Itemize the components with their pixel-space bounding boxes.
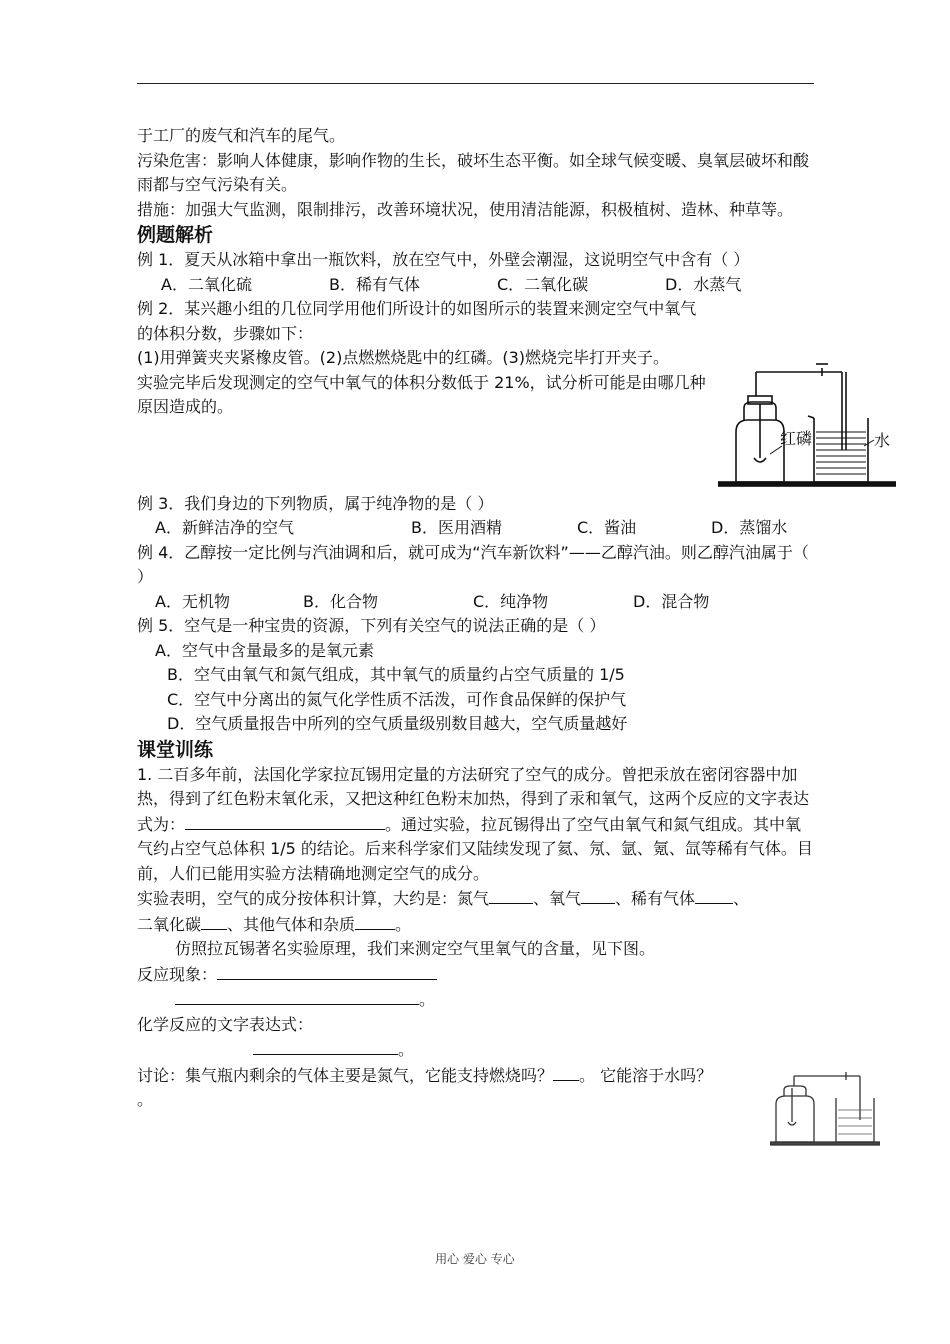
example-5-question: 例 5．空气是一种宝贵的资源，下列有关空气的说法正确的是（ ） xyxy=(137,616,606,635)
pollution-harm: 污染危害：影响人体健康，影响作物的生长，破坏生态平衡。如全球气候变暖、臭氧层破坏和酸雨都与空气污染有关。 xyxy=(137,150,810,194)
example-1-options xyxy=(137,273,817,298)
composition-prefix: 实验表明，空气的成分按体积计算，大约是：氮气 xyxy=(137,889,490,908)
option-a: A．无机物 xyxy=(155,591,230,611)
discussion-question-2: 。 它能溶于水吗？ xyxy=(579,1065,713,1085)
option-d: D．水蒸气 xyxy=(665,274,742,294)
co2-blank[interactable] xyxy=(201,912,227,930)
imitate-experiment: 仿照拉瓦锡著名实验原理，我们来测定空气里氧气的含量，见下图。 xyxy=(175,939,656,958)
option-c: C．二氧化碳 xyxy=(497,274,589,294)
answer-space xyxy=(137,420,817,492)
other-blank[interactable] xyxy=(355,912,395,930)
composition-separator: 、 xyxy=(733,889,750,908)
option-d: D．混合物 xyxy=(633,591,710,611)
example-2-question: 例 2．某兴趣小组的几位同学用他们所设计的如图所示的装置来测定空气中氧气的体积分数，步骤如下： xyxy=(137,299,697,343)
example-2-result: 实验完毕后发现测定的空气中氧气的体积分数低于 21%，试分析可能是由哪几种原因造成的。 xyxy=(137,372,706,416)
example-3-options xyxy=(137,516,817,541)
composition-rare-gas: 、稀有气体 xyxy=(615,889,696,908)
page-footer: 用心 爱心 专心 xyxy=(435,1252,515,1266)
period: 。 xyxy=(419,990,436,1009)
oxygen-blank[interactable] xyxy=(581,886,615,904)
section-title-examples: 例题解析 xyxy=(137,224,214,246)
reaction-phenomenon xyxy=(137,962,817,988)
period: 。 xyxy=(398,1040,415,1059)
composition-co2: 二氧化碳 xyxy=(137,914,202,934)
practice-1-intro: 1. 二百多年前，法国化学家拉瓦锡用定量的方法研究了空气的成分。曾把汞放在密闭容器中加热，得到了红色粉末氧化汞，又把这种红色粉末加热，得到了汞和氧气，这两个反应的文字表达式为： xyxy=(137,764,810,834)
composition-end: 。 xyxy=(395,914,412,934)
phenomenon-label: 反应现象： xyxy=(137,964,218,984)
example-3-question: 例 3．我们身边的下列物质，属于纯净物的是（ ） xyxy=(137,493,494,513)
option-b: B．稀有气体 xyxy=(329,274,420,294)
phenomenon-blank[interactable] xyxy=(217,962,437,980)
option-c: C．酱油 xyxy=(577,518,637,537)
example-4-options xyxy=(137,590,817,615)
apparatus-figure-1 xyxy=(718,358,896,488)
pollution-measures: 措施：加强大气监测，限制排污，改善环境状况，使用清洁能源，积极植树、造林、种草等。 xyxy=(137,199,794,219)
reaction-equation: 化学反应的文字表达式： xyxy=(137,1014,314,1034)
nitrogen-blank[interactable] xyxy=(489,886,533,904)
example-2 xyxy=(137,297,712,420)
discussion-end: 。 xyxy=(137,1090,154,1109)
label-water: 水 xyxy=(874,431,891,450)
phenomenon-blank-2[interactable] xyxy=(175,987,419,1005)
composition-oxygen: 、氧气 xyxy=(533,889,582,908)
practice-1-text xyxy=(137,763,817,887)
example-4-question: 例 4．乙醇按一定比例与汽油调和后，就可成为“汽车新饮料”——乙醇汽油。则乙醇汽油属于（ ） xyxy=(137,542,809,586)
option-a: A．二氧化硫 xyxy=(161,274,252,294)
reaction-equation-cont xyxy=(137,1037,817,1063)
example-5-option-a: A．空气中含量最多的是氧元素 xyxy=(155,640,374,660)
example-5-option-d: D．空气质量报告中所列的空气质量级别数目越大，空气质量越好 xyxy=(167,714,628,733)
intro-line: 于工厂的废气和汽车的尾气。 xyxy=(137,126,346,145)
rare-gas-blank[interactable] xyxy=(695,886,733,904)
option-c: C．纯净物 xyxy=(473,591,549,611)
air-composition xyxy=(137,886,817,937)
option-b: B．医用酒精 xyxy=(411,518,502,537)
option-b: B．化合物 xyxy=(303,591,378,611)
document-body xyxy=(137,124,817,1113)
discussion-question-1: 讨论：集气瓶内剩余的气体主要是氮气，它能支持燃烧吗？ xyxy=(137,1065,554,1085)
apparatus-figure-2 xyxy=(770,1070,880,1146)
option-d: D．蒸馏水 xyxy=(711,518,788,537)
reaction-phenomenon-cont xyxy=(137,987,817,1013)
label-red-phosphorus: 红磷 xyxy=(780,429,813,448)
equation-blank[interactable] xyxy=(253,1037,398,1055)
option-a: A．新鲜洁净的空气 xyxy=(155,518,294,537)
practice-1-conclusion: 。通过实验，拉瓦锡得出了空气由氧气和氮气组成。其中氧气约占空气总体积 1/5 的结论。后来科学家们又陆续发现了氦、氖、氩、氪、氙等稀有气体。目前，人们已能用实验方法精确地测定空气的成分。 xyxy=(137,814,813,883)
example-2-steps: (1)用弹簧夹夹紧橡皮管。(2)点燃燃烧匙中的红磷。(3)燃烧完毕打开夹子。 xyxy=(137,348,669,367)
discussion-blank[interactable] xyxy=(553,1063,579,1081)
header-rule xyxy=(137,83,814,84)
example-5-option-c: C．空气中分离出的氮气化学性质不活泼，可作食品保鲜的保护气 xyxy=(167,689,627,709)
section-title-practice: 课堂训练 xyxy=(137,738,214,761)
composition-other: 、其他气体和杂质 xyxy=(227,914,356,934)
answer-blank[interactable] xyxy=(185,812,385,830)
discussion xyxy=(137,1063,817,1113)
example-5-option-b: B．空气由氧气和氮气组成，其中氧气的质量约占空气质量的 1/5 xyxy=(167,665,625,684)
example-1-question: 例 1．夏天从冰箱中拿出一瓶饮料，放在空气中，外壁会潮湿，这说明空气中含有（ ） xyxy=(137,250,750,269)
